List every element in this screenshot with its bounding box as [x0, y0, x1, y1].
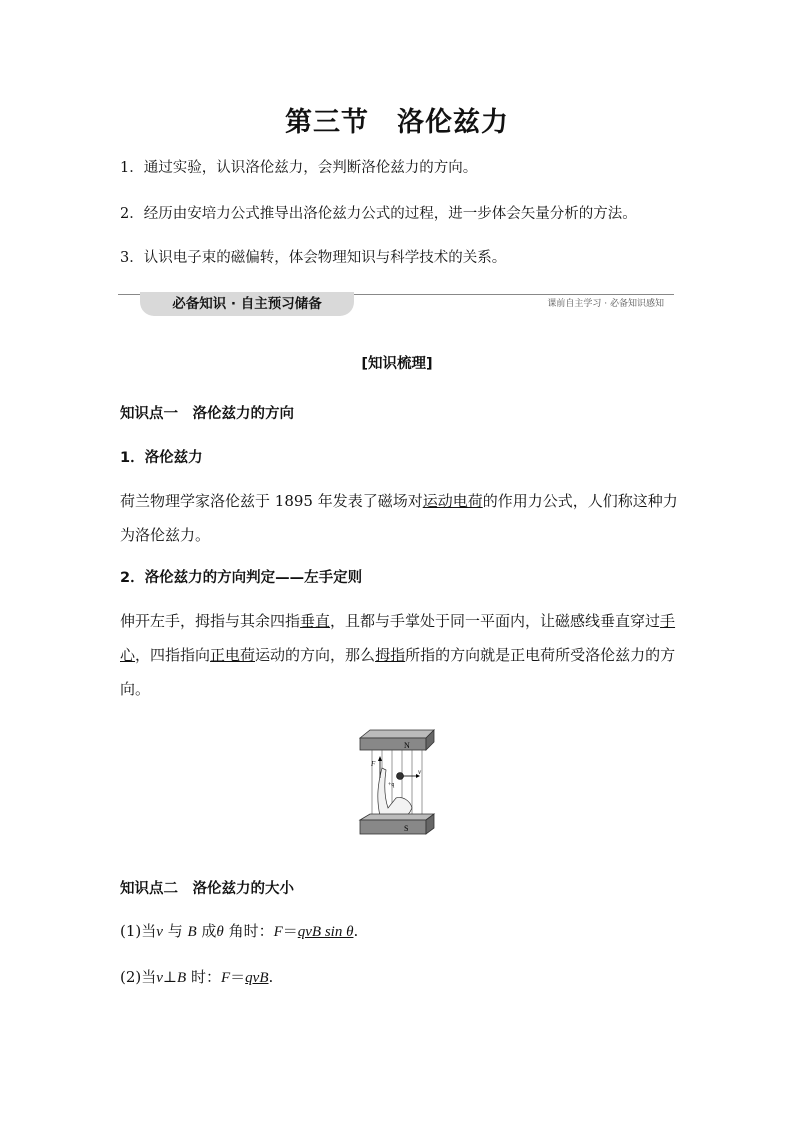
text-run: 角时： — [223, 922, 274, 940]
formula-general — [120, 920, 358, 941]
underlined-answer: 拇指 — [375, 646, 406, 664]
underlined-answer: 垂直 — [300, 612, 331, 630]
symbol-v: v — [156, 970, 163, 986]
text-run: (1)当 — [120, 922, 157, 940]
force-label: F — [371, 760, 376, 768]
text-run: ，且都与手掌处于同一平面内，让磁感线垂直穿过 — [330, 612, 661, 630]
text-run: 荷兰物理学家洛伦兹于 1895 年发表了磁场对 — [120, 492, 423, 510]
symbol-b: B — [187, 924, 197, 940]
point1-item2-text — [120, 604, 680, 706]
charge-label: +q — [388, 782, 395, 788]
point1-heading: 知识点一 洛伦兹力的方向 — [120, 406, 294, 422]
text-run: 伸开左手，拇指与其余四指 — [120, 612, 301, 630]
text-run: ，四指指向 — [135, 646, 211, 664]
objective-3: 3．认识电子束的磁偏转，体会物理知识与科学技术的关系。 — [120, 250, 507, 266]
formula-perpendicular — [120, 966, 273, 987]
north-pole-label: N — [404, 741, 410, 750]
point1-item1-heading: 1．洛伦兹力 — [120, 450, 203, 466]
text-run: 时： — [186, 968, 221, 986]
knowledge-subheading: [知识梳理] — [361, 356, 433, 372]
text-run: . — [268, 968, 274, 986]
text-run: (2)当 — [120, 968, 157, 986]
underlined-answer: 正电荷 — [210, 646, 256, 664]
underlined-answer: 手心 — [120, 612, 676, 664]
underlined-answer: qvB — [245, 970, 269, 986]
south-pole-label: S — [404, 824, 409, 833]
point2-heading: 知识点二 洛伦兹力的大小 — [120, 881, 294, 897]
left-hand-rule-figure — [358, 728, 436, 840]
symbol-b: B — [177, 970, 187, 986]
text-run: 所指的方向就是正电荷所受洛伦兹力的方向。 — [120, 646, 676, 698]
text-run: 运动的方向，那么 — [255, 646, 376, 664]
section-banner — [118, 292, 674, 316]
section-banner-tag: 课前自主学习 · 必备知识感知 — [547, 299, 664, 309]
underlined-answer: qvB sin θ — [297, 924, 354, 940]
text-run: 的作用力公式，人们称这种力为洛伦兹力。 — [120, 492, 678, 544]
text-run: . — [353, 922, 359, 940]
symbol-f: F — [220, 970, 231, 986]
text-run: ＝ — [282, 922, 298, 940]
text-run: 成 — [196, 922, 217, 940]
objective-2: 2．经历由安培力公式推导出洛伦兹力公式的过程，进一步体会矢量分析的方法。 — [120, 206, 637, 222]
symbol-f: F — [273, 924, 283, 940]
page-title: 第三节 洛伦兹力 — [285, 107, 509, 138]
text-run: 与 — [162, 922, 188, 940]
text-run: ＝ — [230, 968, 246, 986]
section-banner-label: 必备知识 · 自主预习储备 — [140, 292, 354, 316]
point1-item2-heading: 2．洛伦兹力的方向判定——左手定则 — [120, 570, 363, 586]
point1-item1-text — [120, 484, 680, 552]
text-run: ⊥ — [162, 968, 178, 986]
symbol-theta: θ — [216, 924, 224, 940]
velocity-label: v — [418, 768, 422, 776]
objective-1: 1．通过实验，认识洛伦兹力，会判断洛伦兹力的方向。 — [120, 160, 478, 176]
underlined-answer: 运动电荷 — [422, 492, 483, 510]
symbol-v: v — [156, 924, 163, 940]
